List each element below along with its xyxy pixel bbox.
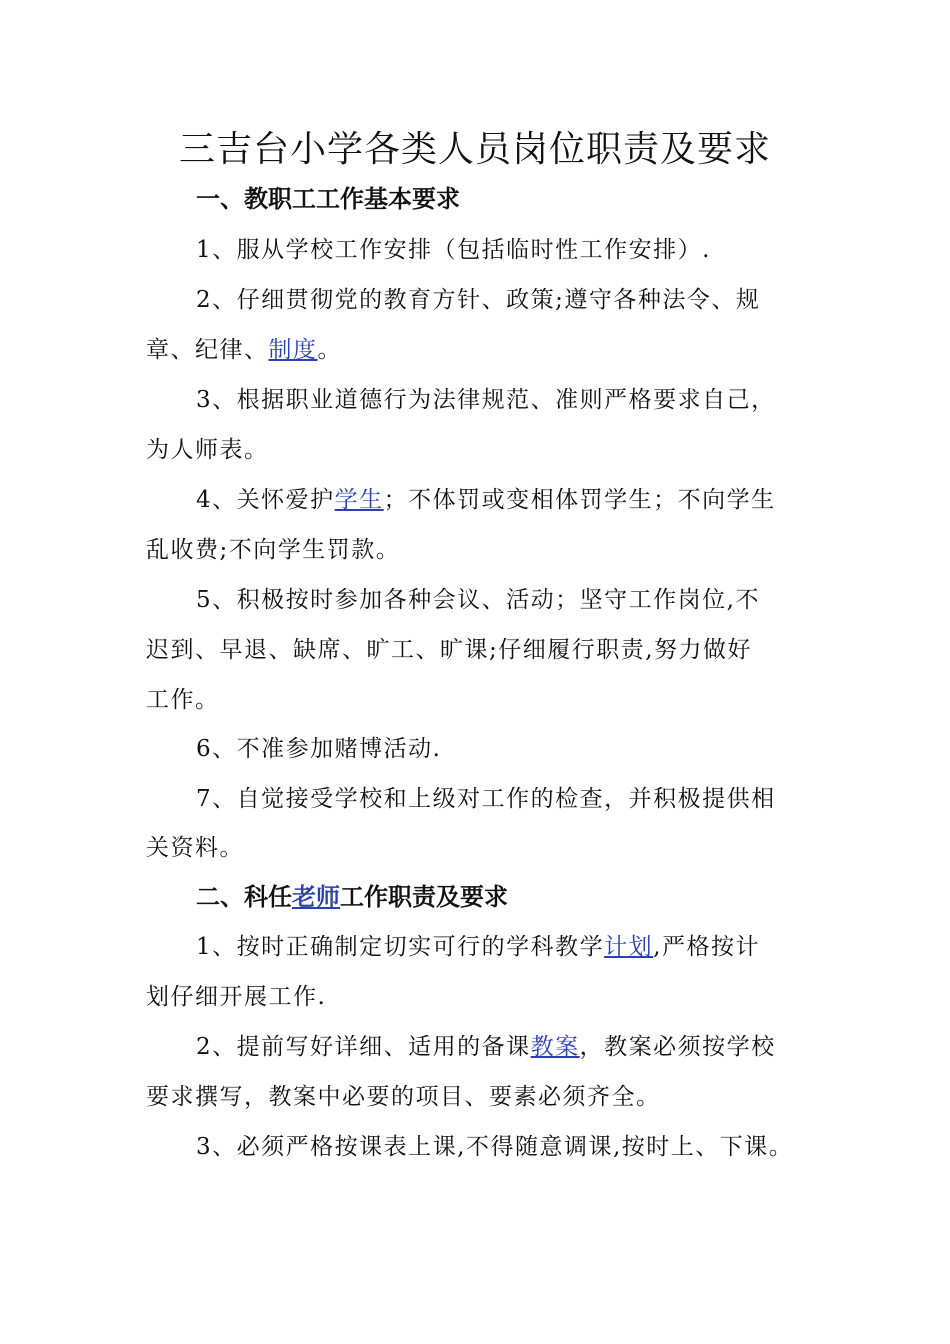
s2-item1-line1 <box>196 927 760 967</box>
s1-item2-line2 <box>146 330 342 370</box>
s2-item1-line2: 划仔细开展工作. <box>146 984 327 1010</box>
s1-item4-text-b: ；不体罚或变相体罚学生；不向学生 <box>383 487 776 513</box>
s1-item3-line1: 3、根据职业道德行为法律规范、准则严格要求自己， <box>196 387 776 413</box>
s2-heading-text-b: 工作职责及要求 <box>340 883 508 911</box>
s1-item4-line1 <box>196 480 776 520</box>
link-zhidu[interactable]: 制度 <box>268 337 318 363</box>
s1-item3-line2: 为人师表。 <box>146 437 269 463</box>
section2-heading <box>196 877 508 917</box>
link-xuesheng[interactable]: 学生 <box>334 487 384 513</box>
document-title: 三吉台小学各类人员岗位职责及要求 <box>178 129 771 170</box>
s1-item4-text-a: 4、关怀爱护 <box>196 487 335 513</box>
s1-item7-line1: 7、自觉接受学校和上级对工作的检查，并积极提供相 <box>196 786 776 812</box>
s2-item3-line1: 3、必须严格按课表上课,不得随意调课,按时上、下课。 <box>196 1134 794 1160</box>
s1-item2-text-a: 章、纪律、 <box>146 337 269 363</box>
s2-item1-text-a: 1、按时正确制定切实可行的学科教学 <box>196 934 605 960</box>
section1-heading: 一、教职工工作基本要求 <box>196 185 460 213</box>
s1-item5-line1: 5、积极按时参加各种会议、活动；坚守工作岗位,不 <box>196 587 760 613</box>
s1-item5-line3: 工作。 <box>146 687 220 713</box>
s1-item1-line1: 1、服从学校工作安排（包括临时性工作安排）. <box>196 237 711 263</box>
s1-item2-line1: 2、仔细贯彻党的教育方针、政策;遵守各种法令、规 <box>196 287 761 313</box>
link-laoshi[interactable]: 老师 <box>292 883 340 911</box>
s2-item2-line2: 要求撰写，教案中必要的项目、要素必须齐全。 <box>146 1084 661 1110</box>
s2-heading-text-a: 二、科任 <box>196 883 292 911</box>
s1-item6-line1: 6、不准参加赌博活动. <box>196 736 442 762</box>
s1-item2-text-b: 。 <box>317 337 342 363</box>
s2-item1-text-b: ,严格按计 <box>653 934 760 960</box>
s1-item5-line2: 迟到、早退、缺席、旷工、旷课;仔细履行职责,努力做好 <box>146 637 753 663</box>
s2-item2-line1 <box>196 1027 776 1067</box>
link-jiaoan[interactable]: 教案 <box>530 1034 580 1060</box>
s1-item7-line2: 关资料。 <box>146 835 244 861</box>
s2-item2-text-a: 2、提前写好详细、适用的备课 <box>196 1034 531 1060</box>
s2-item2-text-b: ，教案必须按学校 <box>579 1034 776 1060</box>
link-jihua[interactable]: 计划 <box>604 934 654 960</box>
s1-item4-line2: 乱收费;不向学生罚款。 <box>146 537 401 563</box>
